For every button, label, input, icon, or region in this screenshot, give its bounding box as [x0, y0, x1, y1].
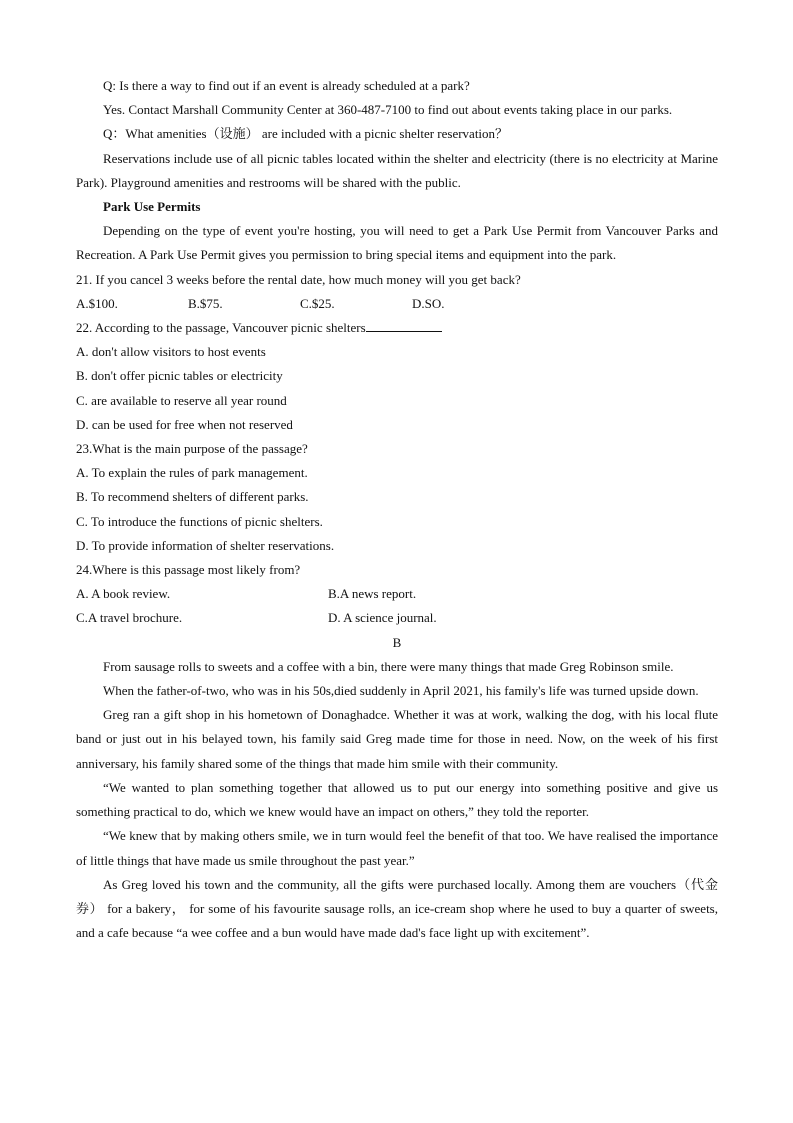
q21-option-a: A.$100.	[76, 295, 118, 311]
q24-option-c: C.A travel brochure.	[76, 610, 183, 626]
qa-question-2: Q：What amenities（设施） are included with a picnic shelter reservation？	[103, 126, 509, 142]
q23-option-a: A. To explain the rules of park management.	[76, 465, 308, 481]
question-21-stem: 21. If you cancel 3 weeks before the rental date, how much money will you get back?	[76, 271, 521, 287]
q23-option-d: D. To provide information of shelter reservations.	[76, 537, 335, 553]
answer-blank	[366, 319, 442, 332]
section-b-paragraph-5: “We knew that by making others smile, we in turn would feel the benefit of that too. We have realised the importance of little things that have made us smile throughout the past year.”	[76, 828, 718, 868]
question-21-options	[76, 292, 718, 316]
document-page	[76, 74, 718, 945]
q22-option-b: B. don't offer picnic tables or electricity	[76, 368, 283, 384]
section-b-paragraph-3: Greg ran a gift shop in his hometown of Donaghadce. Whether it was at work, walking the dog, with his local flute band or just out in his belayed town, his family said Greg made time for those in need. Now, on the week of his first anniversary, his family shared some of the things that made him smile with their community.	[76, 707, 718, 771]
question-23-stem: 23.What is the main purpose of the passage?	[76, 441, 308, 457]
section-b-paragraph-6: As Greg loved his town and the community, all the gifts were purchased locally. Among them are vouchers（代金券） for a bakery， for some of his favourite sausage rolls, an ice-cream shop where he used to buy a quarter of sweets, and a cafe because “a wee coffee and a bun would have made dad's face light up with excitement”.	[76, 876, 718, 941]
permits-heading: Park Use Permits	[103, 199, 201, 215]
question-24-options-row-2	[76, 606, 718, 630]
permits-text: Depending on the type of event you're hosting, you will need to get a Park Use Permit from Vancouver Parks and Recreation. A Park Use Permit gives you permission to bring special items and equipment into the park.	[76, 223, 718, 263]
q21-option-b: B.$75.	[188, 295, 223, 311]
q23-option-b: B. To recommend shelters of different parks.	[76, 489, 309, 505]
qa-answer-1: Yes. Contact Marshall Community Center at 360-487-7100 to find out about events taking place in our parks.	[103, 102, 673, 118]
q22-option-a: A. don't allow visitors to host events	[76, 344, 266, 360]
section-b-label: B	[392, 634, 402, 650]
qa-question-1: Q: Is there a way to find out if an event is already scheduled at a park?	[103, 78, 470, 93]
q22-option-d: D. can be used for free when not reserved	[76, 416, 293, 432]
q24-option-a: A. A book review.	[76, 586, 171, 602]
question-24-options-row-1	[76, 582, 718, 606]
question-24-stem: 24.Where is this passage most likely from?	[76, 562, 301, 578]
question-22-stem-line	[76, 316, 718, 340]
q22-option-c: C. are available to reserve all year round	[76, 392, 287, 408]
q24-option-b: B.A news report.	[328, 586, 417, 602]
q21-option-d: D.SO.	[412, 295, 445, 311]
question-22-stem: 22. According to the passage, Vancouver picnic shelters	[76, 320, 366, 336]
section-b-paragraph-1: From sausage rolls to sweets and a coffee with a bin, there were many things that made Greg Robinson smile.	[103, 658, 674, 674]
q23-option-c: C. To introduce the functions of picnic shelters.	[76, 513, 323, 529]
qa-answer-2: Reservations include use of all picnic tables located within the shelter and electricity (there is no electricity at Marine Park). Playground amenities and restrooms will be shared with the public.	[76, 150, 718, 190]
q21-option-c: C.$25.	[300, 295, 335, 311]
section-b-paragraph-2: When the father-of-two, who was in his 50s,died suddenly in April 2021, his family's life was turned upside down.	[103, 683, 699, 699]
section-b-paragraph-4: “We wanted to plan something together that allowed us to put our energy into something positive and give us something practical to do, which we knew would have an impact on others,” they told the reporter.	[76, 779, 718, 820]
q24-option-d: D. A science journal.	[328, 610, 437, 626]
